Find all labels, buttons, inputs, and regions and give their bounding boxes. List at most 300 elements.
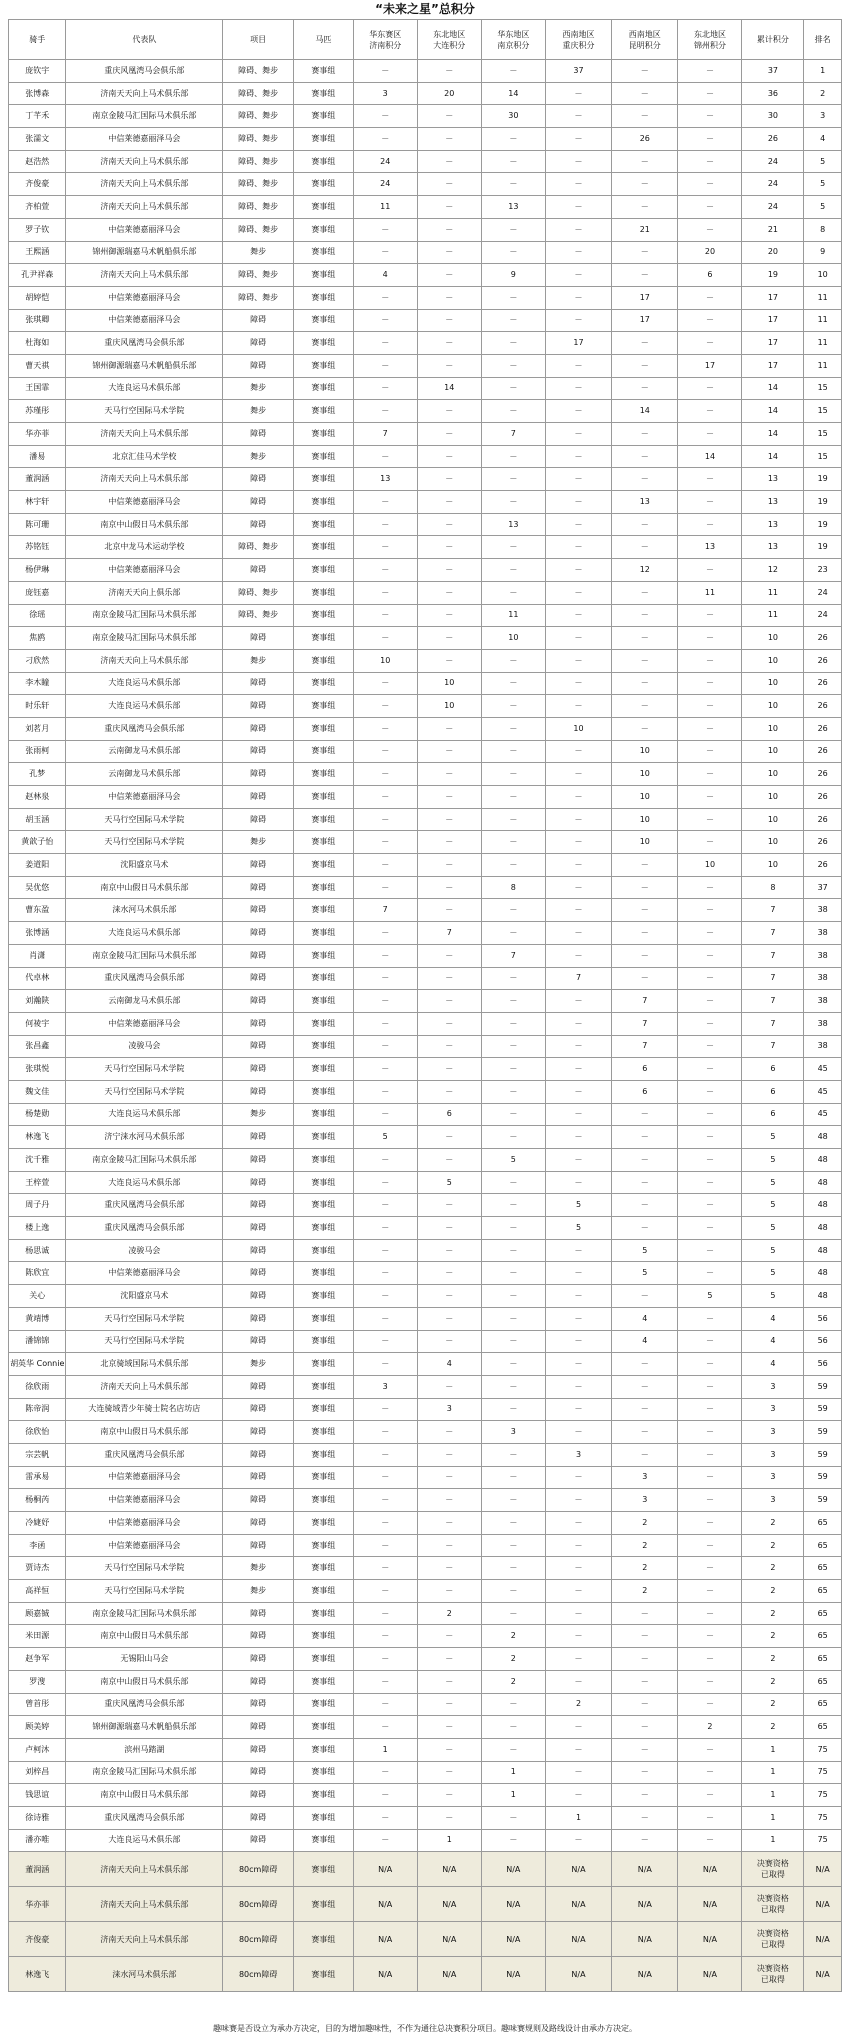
cell-rider: 潘锦锦 [9, 1330, 66, 1353]
cell-dalian-points: 10 [417, 672, 481, 695]
cell-chongqing-points: － [545, 763, 611, 786]
cell-team: 大连良运马术俱乐部 [66, 695, 223, 718]
cell-total-points: 2 [742, 1512, 804, 1535]
cell-event: 障碍 [223, 1466, 294, 1489]
cell-chongqing-points: － [545, 400, 611, 423]
cell-jinan-points: － [353, 1194, 417, 1217]
cell-horse: 赛事组 [294, 1829, 354, 1852]
cell-chongqing-points: － [545, 854, 611, 877]
cell-event: 障碍 [223, 1761, 294, 1784]
cell-kunming-points: 17 [612, 286, 678, 309]
cell-event: 障碍 [223, 1080, 294, 1103]
cell-horse: 赛事组 [294, 740, 354, 763]
cell-rider: 丁芊禾 [9, 105, 66, 128]
qualified-row [9, 1957, 842, 1992]
cell-total-points: 10 [742, 831, 804, 854]
cell-chongqing-points: － [545, 1534, 611, 1557]
cell-kunming-points: 4 [612, 1307, 678, 1330]
cell-team: 大连良运马术俱乐部 [66, 1829, 223, 1852]
cell-team: 济南天天向上马术俱乐部 [66, 150, 223, 173]
cell-kunming-points: 26 [612, 128, 678, 151]
cell-jinan-points: － [353, 1217, 417, 1240]
cell-jinzhou-points: － [678, 1693, 742, 1716]
cell-rank: 45 [804, 1103, 842, 1126]
cell-jinan-points: － [353, 1285, 417, 1308]
cell-team: 重庆风凰湾马会俱乐部 [66, 717, 223, 740]
cell-chongqing-points: － [545, 82, 611, 105]
header-jinzhou-points: 东北地区 锦州积分 [678, 20, 742, 60]
cell-team: 重庆风凰湾马会俱乐部 [66, 967, 223, 990]
cell-rider: 罗子钦 [9, 218, 66, 241]
cell-nanjing-points: 1 [481, 1761, 545, 1784]
cell-rank: 5 [804, 150, 842, 173]
cell-event: 障碍 [223, 1307, 294, 1330]
cell-jinan-points: － [353, 309, 417, 332]
cell-jinzhou-points: － [678, 309, 742, 332]
table-row [9, 513, 842, 536]
cell-event: 障碍、舞步 [223, 82, 294, 105]
cell-rider: 姜道阳 [9, 854, 66, 877]
cell-horse: 赛事组 [294, 1398, 354, 1421]
cell-kunming-points: － [612, 60, 678, 83]
cell-jinzhou-points: － [678, 876, 742, 899]
cell-chongqing-points: － [545, 1012, 611, 1035]
cell-nanjing-points: 11 [481, 604, 545, 627]
cell-jinan-points: － [353, 1784, 417, 1807]
cell-jinzhou-points: － [678, 1149, 742, 1172]
cell-rider: 曾首彤 [9, 1693, 66, 1716]
cell-kunming-points: － [612, 1353, 678, 1376]
table-row [9, 1375, 842, 1398]
cell-jinzhou-points: 17 [678, 354, 742, 377]
cell-horse: 赛事组 [294, 1557, 354, 1580]
cell-jinzhou-points: 5 [678, 1285, 742, 1308]
cell-rank: 65 [804, 1648, 842, 1671]
table-row [9, 627, 842, 650]
cell-dalian-points: － [417, 1421, 481, 1444]
cell-kunming-points: － [612, 695, 678, 718]
cell-chongqing-points: － [545, 1262, 611, 1285]
cell-rank: 24 [804, 604, 842, 627]
cell-rank: 15 [804, 445, 842, 468]
cell-dalian-points: － [417, 264, 481, 287]
cell-rank: 38 [804, 967, 842, 990]
cell-rider: 赵争军 [9, 1648, 66, 1671]
cell-rank: 26 [804, 763, 842, 786]
cell-chongqing-points: 3 [545, 1443, 611, 1466]
cell-nanjing-points: － [481, 808, 545, 831]
cell-event: 障碍 [223, 1784, 294, 1807]
cell-rank: 65 [804, 1625, 842, 1648]
cell-kunming-points: 10 [612, 808, 678, 831]
cell-total-points: 36 [742, 82, 804, 105]
cell-rider: 孔梦 [9, 763, 66, 786]
cell-chongqing-points: － [545, 1239, 611, 1262]
cell-jinan-points: N/A [353, 1922, 417, 1957]
cell-kunming-points: － [612, 1217, 678, 1240]
cell-rank: 65 [804, 1557, 842, 1580]
cell-kunming-points: － [612, 1761, 678, 1784]
header-event: 项目 [223, 20, 294, 60]
cell-event: 障碍、舞步 [223, 581, 294, 604]
cell-rider: 周子丹 [9, 1194, 66, 1217]
cell-team: 云南御龙马术俱乐部 [66, 763, 223, 786]
cell-horse: 赛事组 [294, 60, 354, 83]
cell-rider: 陈可珊 [9, 513, 66, 536]
cell-total-points: 4 [742, 1307, 804, 1330]
cell-jinan-points: － [353, 1443, 417, 1466]
cell-nanjing-points: － [481, 377, 545, 400]
cell-nanjing-points: － [481, 1443, 545, 1466]
cell-rider: 黄靖博 [9, 1307, 66, 1330]
cell-horse: 赛事组 [294, 1693, 354, 1716]
cell-jinan-points: － [353, 786, 417, 809]
cell-nanjing-points: N/A [481, 1887, 545, 1922]
cell-team: 中信莱德嘉丽泽马会 [66, 1512, 223, 1535]
cell-nanjing-points: － [481, 1375, 545, 1398]
cell-jinan-points: － [353, 1239, 417, 1262]
cell-team: 中信莱德嘉丽泽马会 [66, 309, 223, 332]
cell-jinan-points: － [353, 581, 417, 604]
table-row [9, 1330, 842, 1353]
cell-horse: 赛事组 [294, 1353, 354, 1376]
cell-team: 南京金陵马汇国际马术俱乐部 [66, 1602, 223, 1625]
cell-jinzhou-points: － [678, 672, 742, 695]
cell-horse: 赛事组 [294, 400, 354, 423]
cell-horse: 赛事组 [294, 1035, 354, 1058]
cell-rank: 65 [804, 1534, 842, 1557]
cell-kunming-points: － [612, 1285, 678, 1308]
cell-rank: 65 [804, 1693, 842, 1716]
cell-jinan-points: 3 [353, 82, 417, 105]
table-row [9, 1466, 842, 1489]
cell-dalian-points: － [417, 1307, 481, 1330]
cell-rider: 关心 [9, 1285, 66, 1308]
cell-jinan-points: － [353, 831, 417, 854]
cell-kunming-points: 21 [612, 218, 678, 241]
cell-horse: 赛事组 [294, 1330, 354, 1353]
cell-horse: 赛事组 [294, 831, 354, 854]
cell-rank: 26 [804, 649, 842, 672]
cell-event: 障碍、舞步 [223, 150, 294, 173]
cell-kunming-points: 7 [612, 1012, 678, 1035]
cell-event: 障碍 [223, 1330, 294, 1353]
cell-event: 障碍 [223, 1126, 294, 1149]
cell-jinzhou-points: － [678, 1443, 742, 1466]
cell-team: 凌骏马会 [66, 1035, 223, 1058]
cell-rank: 5 [804, 173, 842, 196]
cell-jinzhou-points: － [678, 649, 742, 672]
table-row [9, 922, 842, 945]
cell-team: 天马行空国际马术学院 [66, 400, 223, 423]
cell-chongqing-points: N/A [545, 1887, 611, 1922]
table-row [9, 1738, 842, 1761]
cell-rider: 杨桐芮 [9, 1489, 66, 1512]
table-row [9, 1761, 842, 1784]
cell-total-points: 14 [742, 400, 804, 423]
cell-total-points: 2 [742, 1625, 804, 1648]
cell-dalian-points: － [417, 105, 481, 128]
cell-dalian-points: － [417, 1217, 481, 1240]
cell-total-points: 13 [742, 513, 804, 536]
cell-horse: 赛事组 [294, 1738, 354, 1761]
cell-total-points: 24 [742, 173, 804, 196]
cell-chongqing-points: － [545, 831, 611, 854]
table-row [9, 150, 842, 173]
cell-total-points: 5 [742, 1194, 804, 1217]
cell-dalian-points: － [417, 1806, 481, 1829]
cell-rider: 齐柏萱 [9, 196, 66, 219]
header-row [9, 20, 842, 60]
cell-jinzhou-points: － [678, 60, 742, 83]
cell-rank: 15 [804, 400, 842, 423]
cell-rider: 王梓萱 [9, 1171, 66, 1194]
cell-jinzhou-points: － [678, 1126, 742, 1149]
cell-kunming-points: － [612, 672, 678, 695]
cell-rider: 刘梓昌 [9, 1761, 66, 1784]
cell-rider: 代卓林 [9, 967, 66, 990]
cell-chongqing-points: － [545, 876, 611, 899]
cell-jinan-points: － [353, 763, 417, 786]
cell-rider: 徐欣雨 [9, 1375, 66, 1398]
cell-event: 障碍 [223, 423, 294, 446]
table-row [9, 423, 842, 446]
cell-nanjing-points: － [481, 1580, 545, 1603]
cell-event: 障碍 [223, 1421, 294, 1444]
table-row [9, 1534, 842, 1557]
cell-chongqing-points: － [545, 286, 611, 309]
cell-chongqing-points: － [545, 354, 611, 377]
cell-jinzhou-points: － [678, 1580, 742, 1603]
cell-jinan-points: － [353, 1466, 417, 1489]
cell-rank: 59 [804, 1466, 842, 1489]
cell-kunming-points: － [612, 922, 678, 945]
cell-rank: 48 [804, 1217, 842, 1240]
cell-rider: 林宇轩 [9, 491, 66, 514]
cell-dalian-points: － [417, 786, 481, 809]
cell-horse: 赛事组 [294, 627, 354, 650]
cell-team: 重庆风凰湾马会俱乐部 [66, 60, 223, 83]
cell-kunming-points: 14 [612, 400, 678, 423]
cell-horse: 赛事组 [294, 1670, 354, 1693]
cell-team: 滨州马踏湖 [66, 1738, 223, 1761]
cell-jinzhou-points: － [678, 286, 742, 309]
cell-nanjing-points: － [481, 1398, 545, 1421]
cell-team: 重庆风凰湾马会俱乐部 [66, 1806, 223, 1829]
cell-rider: 顾嘉铖 [9, 1602, 66, 1625]
cell-horse: 赛事组 [294, 1852, 354, 1887]
cell-total-points: 7 [742, 1012, 804, 1035]
cell-team: 济南天天向上马术俱乐部 [66, 649, 223, 672]
cell-kunming-points: － [612, 944, 678, 967]
cell-dalian-points: － [417, 763, 481, 786]
cell-rider: 卢柯沐 [9, 1738, 66, 1761]
cell-rider: 张博森 [9, 82, 66, 105]
cell-jinan-points: － [353, 944, 417, 967]
cell-horse: 赛事组 [294, 1262, 354, 1285]
cell-total-points: 5 [742, 1171, 804, 1194]
cell-jinzhou-points: － [678, 1421, 742, 1444]
cell-total-points: 6 [742, 1080, 804, 1103]
cell-jinan-points: － [353, 1103, 417, 1126]
cell-kunming-points: － [612, 1693, 678, 1716]
table-row [9, 1239, 842, 1262]
cell-chongqing-points: － [545, 241, 611, 264]
cell-rank: 65 [804, 1670, 842, 1693]
cell-team: 南京金陵马汇国际马术俱乐部 [66, 604, 223, 627]
cell-kunming-points: － [612, 854, 678, 877]
cell-total-points: 7 [742, 967, 804, 990]
table-row [9, 264, 842, 287]
cell-rank: 38 [804, 990, 842, 1013]
cell-dalian-points: － [417, 173, 481, 196]
cell-kunming-points: 2 [612, 1580, 678, 1603]
qualified-row [9, 1922, 842, 1957]
cell-jinan-points: － [353, 1602, 417, 1625]
cell-dalian-points: 10 [417, 695, 481, 718]
cell-total-points: 7 [742, 922, 804, 945]
cell-rider: 张濡文 [9, 128, 66, 151]
cell-event: 障碍、舞步 [223, 173, 294, 196]
cell-dalian-points: － [417, 967, 481, 990]
table-row [9, 1716, 842, 1739]
cell-chongqing-points: － [545, 559, 611, 582]
cell-dalian-points: － [417, 218, 481, 241]
cell-horse: 赛事组 [294, 649, 354, 672]
cell-dalian-points: 5 [417, 1171, 481, 1194]
header-kunming-points: 西南地区 昆明积分 [612, 20, 678, 60]
cell-horse: 赛事组 [294, 241, 354, 264]
cell-total-points: 13 [742, 536, 804, 559]
cell-rider: 董润涵 [9, 468, 66, 491]
cell-jinan-points: － [353, 1761, 417, 1784]
cell-rank: 48 [804, 1149, 842, 1172]
cell-horse: 赛事组 [294, 1421, 354, 1444]
cell-nanjing-points: － [481, 1103, 545, 1126]
cell-kunming-points: － [612, 1738, 678, 1761]
cell-chongqing-points: － [545, 1489, 611, 1512]
cell-total-points: 3 [742, 1489, 804, 1512]
cell-kunming-points: － [612, 1375, 678, 1398]
cell-dalian-points: － [417, 581, 481, 604]
cell-jinzhou-points: N/A [678, 1852, 742, 1887]
cell-total-points: 13 [742, 468, 804, 491]
cell-horse: 赛事组 [294, 1957, 354, 1992]
cell-total-points: 3 [742, 1466, 804, 1489]
cell-horse: 赛事组 [294, 1512, 354, 1535]
cell-total-points: 12 [742, 559, 804, 582]
cell-jinan-points: － [353, 604, 417, 627]
cell-team: 大连良运马术俱乐部 [66, 377, 223, 400]
cell-nanjing-points: － [481, 1080, 545, 1103]
cell-kunming-points: 6 [612, 1080, 678, 1103]
cell-chongqing-points: － [545, 672, 611, 695]
cell-event: 障碍 [223, 1625, 294, 1648]
cell-horse: 赛事组 [294, 332, 354, 355]
cell-rider: 张琪悦 [9, 1058, 66, 1081]
cell-jinzhou-points: 13 [678, 536, 742, 559]
cell-jinzhou-points: － [678, 1398, 742, 1421]
cell-kunming-points: N/A [612, 1887, 678, 1922]
table-row [9, 1217, 842, 1240]
cell-team: 天马行空国际马术学院 [66, 831, 223, 854]
cell-team: 重庆风凰湾马会俱乐部 [66, 332, 223, 355]
cell-kunming-points: － [612, 468, 678, 491]
cell-rider: 胡玉涵 [9, 808, 66, 831]
cell-team: 南京金陵马汇国际马术俱乐部 [66, 1149, 223, 1172]
cell-rider: 徐诗雅 [9, 1806, 66, 1829]
cell-rank: 26 [804, 695, 842, 718]
cell-jinzhou-points: － [678, 82, 742, 105]
cell-chongqing-points: － [545, 1784, 611, 1807]
cell-dalian-points: － [417, 1761, 481, 1784]
cell-kunming-points: － [612, 1443, 678, 1466]
cell-rank: 24 [804, 581, 842, 604]
cell-dalian-points: － [417, 1648, 481, 1671]
cell-chongqing-points: － [545, 740, 611, 763]
cell-kunming-points: － [612, 445, 678, 468]
cell-team: 济南天天向上马术俱乐部 [66, 1852, 223, 1887]
cell-event: 障碍、舞步 [223, 604, 294, 627]
cell-rider: 王熙涵 [9, 241, 66, 264]
cell-rank: 10 [804, 264, 842, 287]
table-row [9, 604, 842, 627]
cell-horse: 赛事组 [294, 672, 354, 695]
cell-nanjing-points: － [481, 286, 545, 309]
cell-event: 障碍 [223, 1058, 294, 1081]
cell-rank: N/A [804, 1852, 842, 1887]
cell-nanjing-points: － [481, 1534, 545, 1557]
cell-kunming-points: 10 [612, 740, 678, 763]
cell-horse: 赛事组 [294, 82, 354, 105]
cell-dalian-points: － [417, 536, 481, 559]
cell-team: 大连良运马术俱乐部 [66, 672, 223, 695]
cell-team: 涞水河马术俱乐部 [66, 899, 223, 922]
cell-rider: 吴优悠 [9, 876, 66, 899]
cell-kunming-points: － [612, 82, 678, 105]
cell-jinan-points: － [353, 1035, 417, 1058]
cell-rider: 杨楚勋 [9, 1103, 66, 1126]
cell-jinan-points: － [353, 400, 417, 423]
cell-jinan-points: － [353, 1670, 417, 1693]
cell-total-points: 5 [742, 1285, 804, 1308]
cell-jinzhou-points: － [678, 423, 742, 446]
cell-nanjing-points: － [481, 1171, 545, 1194]
cell-team: 济南天天向上马术俱乐部 [66, 264, 223, 287]
cell-jinan-points: 4 [353, 264, 417, 287]
cell-chongqing-points: － [545, 1398, 611, 1421]
cell-jinzhou-points: － [678, 1784, 742, 1807]
cell-rank: 26 [804, 854, 842, 877]
cell-chongqing-points: － [545, 1466, 611, 1489]
cell-dalian-points: － [417, 332, 481, 355]
cell-dalian-points: N/A [417, 1887, 481, 1922]
cell-total-points: 21 [742, 218, 804, 241]
cell-jinan-points: N/A [353, 1957, 417, 1992]
cell-rider: 陈帝润 [9, 1398, 66, 1421]
cell-dalian-points: － [417, 1375, 481, 1398]
cell-rank: 75 [804, 1806, 842, 1829]
cell-horse: 赛事组 [294, 1922, 354, 1957]
table-row [9, 740, 842, 763]
cell-rider: 张琪卿 [9, 309, 66, 332]
cell-nanjing-points: － [481, 672, 545, 695]
cell-kunming-points: － [612, 1103, 678, 1126]
cell-rank: 37 [804, 876, 842, 899]
cell-team: 中信莱德嘉丽泽马会 [66, 128, 223, 151]
cell-jinan-points: － [353, 1489, 417, 1512]
cell-team: 中信莱德嘉丽泽马会 [66, 1534, 223, 1557]
